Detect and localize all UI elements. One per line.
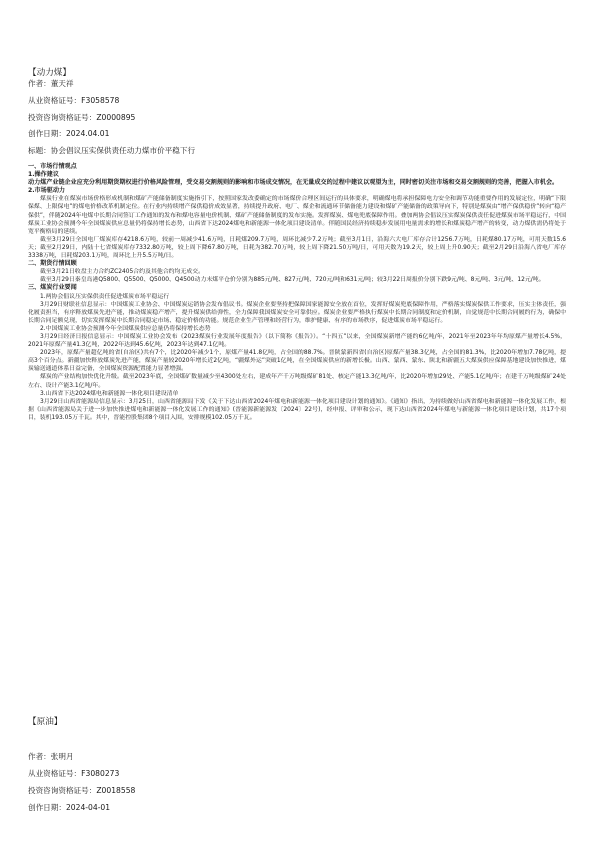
coal-author: 作者：董天祥 (28, 79, 74, 88)
news-title-3: 3.山西省下达2024煤电和新能源一体化项目建设清单 (40, 390, 179, 397)
subsection-operation: 1.操作建议 (28, 171, 59, 179)
subsection-drivers: 2.市场驱动力 (28, 187, 66, 195)
news-paragraph-3: 3月29日山西省能源局信息显示：3月25日，山西省能源局下发《关于下达山西省2024年煤电和新能源一体化项目建设计划的通知》。《通知》指出，为持续做好山西省煤电和新能源一体化发展工作，根据《山西省能源局关于进一步加快推进煤电和新能源一体化发展工作的通知》(晋能源新能源发〔2024〕22号)，经申报、评审和公示，现下达山西省2024年煤电与新能源一体化项目建设计划，共17个项目，装机193.05万千瓦。其中，晋能控股集团8个项目入围，安排规模102.05万千瓦。 (28, 398, 566, 421)
news-title-2: 2.中国煤炭工业协会预测今年全国煤炭供应总量仍将保持增长态势 (40, 325, 211, 332)
news-paragraph-1: 3月29日财联社信息显示：中国煤炭工业协会、中国煤炭运销协会发布倡议书。煤炭企业要坚持把保障国家能源安全放在首位，发挥好煤炭兜底保障作用，严格落实煤炭保供工作要求，压实主体责任，强化履责担当，有序释放煤炭先进产能，推动煤炭稳产增产，提升煤炭供给弹性，全力保障我国煤炭安全可靠供应。煤炭企业要严格执行煤炭中长期合同制度和定价机制，自觉规范中长期合同履约行为，确保中长期合同足额兑现，切实发挥煤炭中长期合同稳定市场、稳定价格的功能。规范企业生产管理和经营行为，维护健康、有序的市场秩序，促进煤炭市场平稳运行。 (28, 301, 566, 324)
oil-license: 从业资格证号：F3080273 (28, 769, 120, 778)
news-paragraph-2b: 2023年，原煤产量超亿吨的省(自治区)共有7个，比2020年减少1个，原煤产量41.8亿吨，占全国的88.7%。晋陕蒙新四省(自治区)原煤产量38.3亿吨，占全国的81.3%，比2020年增加7.78亿吨，提高3个百分点。新疆加快释放煤炭先进产能，煤炭产量较2020年增长近2亿吨，“疆煤外运”突破1亿吨，在全国煤炭供应的新增长极。山西、蒙西、蒙东、陕北和新疆五大煤炭供应保障基地建设加快推进，煤炭输送通道体系日益完备，全国煤炭资源配置能力显著增强。 (28, 350, 566, 373)
oil-date: 创作日期：2024-04-01 (28, 803, 111, 812)
paragraph-inventory: 截至3月29日全国电厂煤炭库存4218.6万吨，较前一周减少41.6万吨，日耗煤209.7万吨，周环比减少7.2万吨；截至3月1日，沿海六大电厂库存合计1256.7万吨，日耗煤80.17万吨，可用天数15.6天；截至2月29日，内陆十七省煤炭库存7332.80万吨，较上周下降67.80万吨，日耗为382.70万吨，较上周下降21.50万吨/日，可用天数为19.2天，较上周上升0.90天；截至2月29日沿海八省电厂库存3338万吨，日耗煤203.1万吨，周环比上升5.5万吨/日。 (28, 236, 566, 260)
paragraph-futures: 截至3月21日收盘主力合约ZC2405合约及其他合约均无成交。 (40, 269, 204, 276)
news-title-1: 1.两协会倡议压实保供责任促进煤炭市场平稳运行 (40, 293, 170, 300)
paragraph-port-price: 截至3月29日秦皇岛港Q5800、Q5500、Q5000、Q4500动力末煤平仓价分别为885元/吨、827元/吨、720元/吨和631元/吨；较3月22日周报价分别下跌9元/吨、8元/吨、3元/吨、12元/吨。 (40, 277, 545, 284)
coal-date: 创作日期：2024.04.01 (28, 129, 110, 138)
oil-advisor: 投资咨询资格证号：Z0018558 (28, 786, 136, 795)
section-title-market: 一、市场行情观点 (28, 163, 77, 170)
coal-license: 从业资格证号：F3058578 (28, 96, 120, 105)
oil-author: 作者：张明月 (28, 752, 74, 761)
coal-advisor: 投资咨询资格证号：Z0000895 (28, 113, 136, 122)
section-title-news: 三、煤炭行业要闻 (28, 284, 77, 292)
oil-heading: 【原油】 (28, 717, 63, 727)
operation-advice: 动力煤产业链企业应充分利用期货期权进行价格风险管理，受交易交割规则的影响和市场成交情况，在无量成交的过程中建议以观望为主，同时密切关注市场和交易交割规则的完善，把握入市机会。 (28, 179, 559, 187)
coal-subject: 标题：协会倡议压实保供责任动力煤市价平稳下行 (28, 146, 196, 155)
news-paragraph-2c: 煤炭的产业结构加快优化升级。截至2023年底，全国煤矿数量减少至4300处左右，建成年产千万吨级煤矿81处、核定产能13.3亿吨/年，比2020年增加29处、产能5.1亿吨/年；在建千万吨级煤矿24处左右、设计产能3.1亿吨/年。 (28, 374, 566, 389)
paragraph-drivers: 煤炭行业在煤炭市场价格形成机制和煤矿产能储备制度实施指引下，按照国家发改委确定的市场煤价合理区间运行的具体要求，明确煤电将承担保障电力安全和调节功能重要作用的发展定位，明确“下限保煤、上限保电”的煤电价格改革机制定位。在行业内持续增产保供稳价成效显著，持续提升政府、电厂、煤企和流通环节储备能力建设和煤矿产能储备的政策导向下，特别是煤炭由“增产保供稳价”转向“稳产保供”，伴随2024年电煤中长期合同签订工作通知的发布和煤电容量电价机制、煤矿产能储备制度的发布实施。发挥煤炭、煤电兜底保障作用。叠加两协会倡议压实煤炭保供责任促进煤炭市场平稳运行，中国煤炭工业协会预测今年全国煤炭供应总量仍将保持增长态势，山西省下达2024煤电和新能源一体化项目建设清单。伴随国民经济持续稳步发展用电量需求的增长和煤炭稳产增产的转变，动力煤供需仍将处于宽平衡格局的延续。 (28, 196, 566, 235)
news-paragraph-2a: 3月29日经济日报信息显示：中国煤炭工业协会发布《2023煤炭行业发展年度报告》（以下简称《报告》）。“十四五”以来，全国煤炭新增产能约6亿吨/年，2021年至2023年年均原煤产量增长4.5%，2021年原煤产量41.3亿吨，2022年达到45.6亿吨，2023年达到47.1亿吨。 (28, 333, 566, 349)
section-title-futures: 二、期货行情回顾 (28, 260, 77, 268)
coal-heading: 【动力煤】 (28, 68, 71, 78)
coal-report-body (28, 163, 566, 422)
